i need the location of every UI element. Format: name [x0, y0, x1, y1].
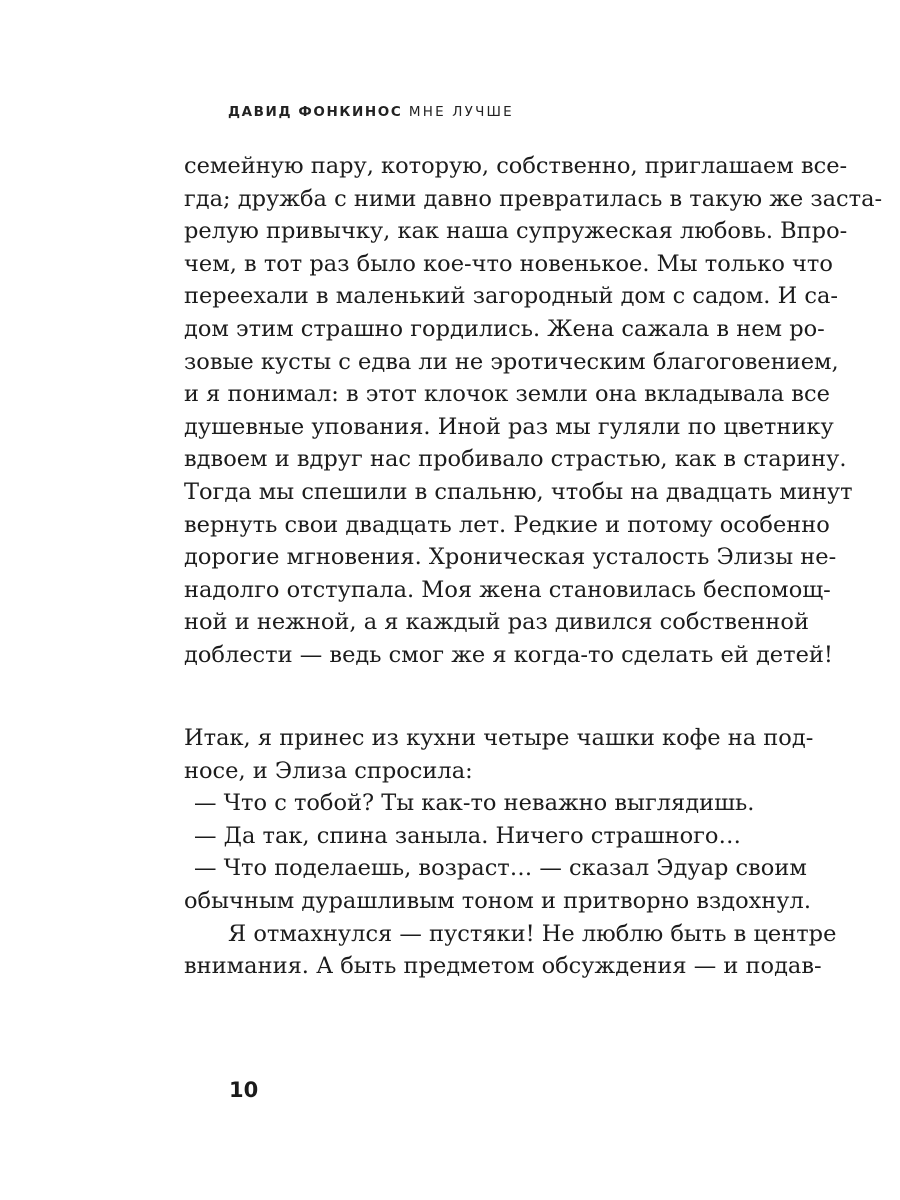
dialogue-line: — Что поделаешь, возраст… — сказал Эдуар своим	[194, 855, 807, 882]
dialogue-line: — Что с тобой? Ты как-то неважно выглядишь.	[194, 790, 755, 817]
text-line: Тогда мы спешили в спальню, чтобы на двадцать минут	[184, 478, 853, 505]
text-line: чем, в тот раз было кое-что новенькое. Мы только что	[184, 250, 833, 277]
text-line: доблести — ведь смог же я когда-то сделать ей детей!	[184, 641, 833, 668]
text-line: надолго отступала. Моя жена становилась беспомощ-	[184, 576, 831, 603]
text-line: и я понимал: в этот клочок земли она вкладывала все	[184, 381, 830, 408]
book-title: МНЕ ЛУЧШЕ	[408, 104, 514, 120]
running-header	[228, 104, 514, 120]
text-line: Я отмахнулся — пустяки! Не люблю быть в центре	[228, 920, 837, 947]
author-name: ДАВИД ФОНКИНОС	[228, 104, 403, 120]
text-line: дом этим страшно гордились. Жена сажала в нем ро-	[184, 315, 825, 342]
text-line: семейную пару, которую, собственно, приглашаем все-	[184, 153, 848, 179]
paragraph-2	[184, 722, 837, 983]
text-line: зовые кусты с едва ли не эротическим благоговением,	[184, 348, 839, 375]
text-line: вернуть свои двадцать лет. Редкие и потому особенно	[184, 511, 830, 538]
text-line: вдвоем и вдруг нас пробивало страстью, как в старину.	[184, 446, 847, 473]
text-line: дорогие мгновения. Хроническая усталость Элизы не-	[184, 544, 837, 571]
text-line: носе, и Элиза спросила:	[184, 757, 473, 784]
text-line: гда; дружба с ними давно превратилась в такую же заста-	[184, 185, 883, 212]
dialogue-continuation: обычным дурашливым тоном и притворно вздохнул.	[184, 887, 811, 914]
text-line: ной и нежной, а я каждый раз дивился собственной	[184, 609, 809, 636]
paragraph-1	[184, 150, 883, 672]
dialogue-line: — Да так, спина заныла. Ничего страшного…	[194, 822, 741, 849]
text-line: переехали в маленький загородный дом с садом. И са-	[184, 283, 838, 310]
text-line: внимания. А быть предметом обсуждения — и подав-	[184, 953, 822, 980]
text-line: Итак, я принес из кухни четыре чашки кофе на под-	[184, 725, 814, 751]
text-line: душевные упования. Иной раз мы гуляли по цветнику	[184, 413, 834, 440]
page-number: 10	[229, 1078, 259, 1102]
text-line: релую привычку, как наша супружеская любовь. Впро-	[184, 218, 848, 245]
